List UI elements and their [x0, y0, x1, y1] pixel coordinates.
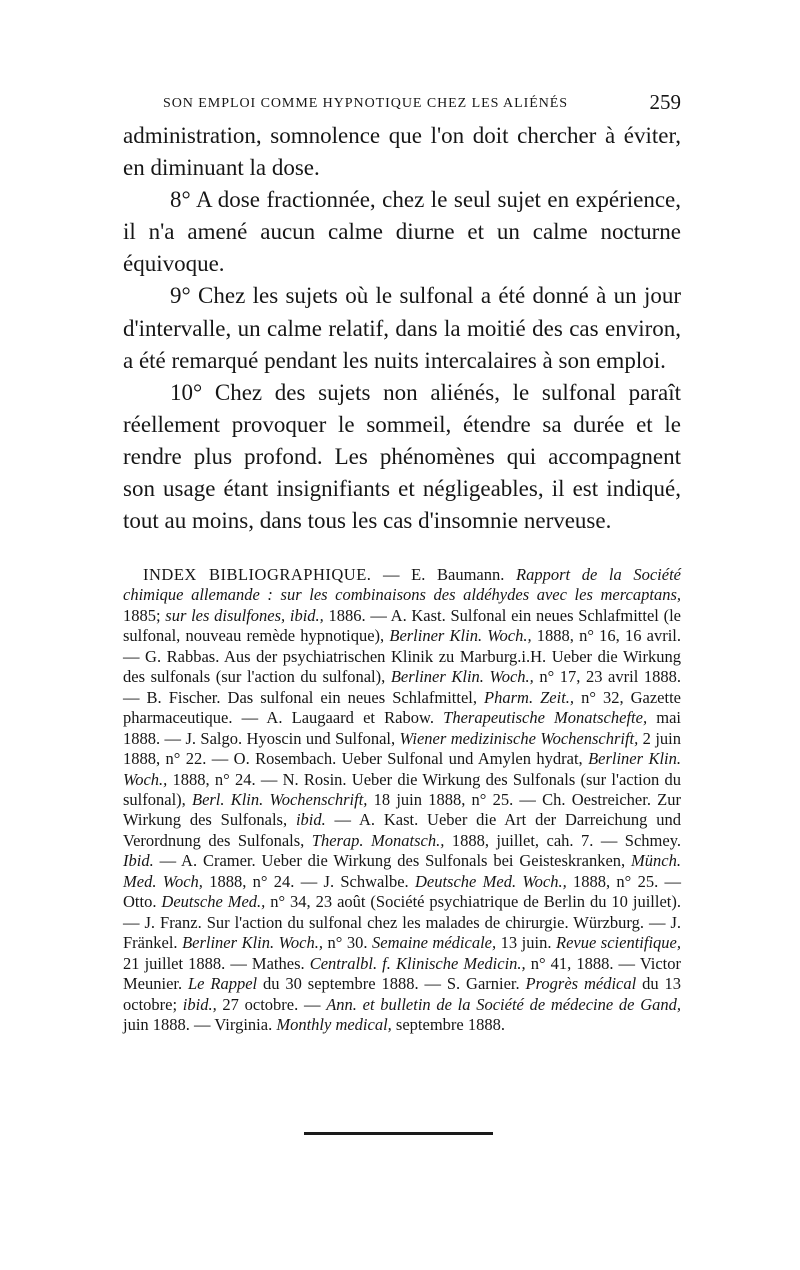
citation-text: 1888, n° 24. — J. Schwalbe.: [202, 871, 415, 891]
citation-title: Deutsche Med.,: [161, 892, 266, 912]
citation-text: 1888, n° 24. — N. Rosin. Ueber die Wirkung des Sulfonals (sur l'action du sulfonal),: [123, 769, 681, 809]
citation-text: 1885;: [123, 605, 166, 625]
bibliography: [123, 565, 681, 1035]
citation-text: 1888, juillet, cah. 7. — Schmey.: [444, 830, 682, 850]
citation-title: Revue scientifique,: [555, 933, 681, 953]
citation-text: mai 1888. — J. Salgo. Hyoscin und Sulfonal,: [123, 708, 681, 748]
page-number: 259: [649, 90, 681, 114]
paragraph-continuation: administration, somnolence que l'on doit chercher à éviter, en diminuant la dose.: [123, 123, 681, 181]
citation-text: 1888, n° 25. — Otto.: [123, 871, 682, 912]
citation-text: 1888, n° 16, 16 avril. — G. Rabbas. Aus der psychiatrischen Klinik zu Marburg.i.H. Ueber die Wirkung des sulfonals (sur l'action du sulfonal),: [123, 626, 682, 687]
citation-text: n° 41, 1888. — Victor Meunier.: [123, 953, 681, 994]
citation-title: Wiener medizinische Wochenschrift,: [399, 728, 639, 748]
citation-title: Münch. Med. Woch,: [123, 851, 681, 891]
citation-title: Centralbl. f. Klinische Medicin.,: [309, 953, 526, 973]
citation-title: Progrès médical: [525, 974, 637, 994]
citation-title: Deutsche Med. Woch.,: [414, 871, 567, 891]
citation-title: Ibid.: [123, 851, 154, 871]
citation-text: 27 octobre. —: [216, 994, 327, 1014]
citation-text: 13 juin.: [496, 933, 556, 953]
citation-text: septembre 1888.: [391, 1014, 505, 1034]
citation-text: n° 32, Gazette pharmaceutique. — A. Laugaard et Rabow.: [123, 687, 681, 728]
citation-text: juin 1888. — Virginia.: [123, 1014, 277, 1034]
running-head: SON EMPLOI COMME HYPNOTIQUE CHEZ LES ALIÉNÉS: [163, 96, 569, 111]
citation-title: Rapport de la Société chimique allemande : sur les combinaisons des aldéhydes avec les mercaptans,: [123, 565, 681, 605]
citation-text: 2 juin 1888, n° 22. — O. Rosembach. Ueber Sulfonal und Amylen hydrat,: [123, 728, 682, 769]
citation-text: du 13 octobre;: [123, 974, 681, 1014]
citation-text: 18 juin 1888, n° 25. — Ch. Oestreicher. Zur Wirkung des Sulfonals,: [123, 789, 681, 830]
citation-text: n° 17, 23 avril 1888. — B. Fischer. Das sulfonal ein neues Schlafmittel,: [123, 667, 681, 707]
citation-text: n° 34, 23 août (Société psychiatrique de Berlin du 10 juillet). — J. Franz. Sur l'action du sulfonal chez les malades de chirurgie. Würzburg. — J. Fränkel.: [123, 892, 681, 953]
citation-title: ibid.: [295, 810, 326, 830]
citation-title: Monthly medical,: [276, 1014, 392, 1034]
bibliography-text: [123, 565, 681, 1035]
citation-title: Berliner Klin. Woch.,: [182, 933, 323, 953]
citation-title: Semaine médicale,: [372, 933, 497, 953]
paragraph-conclusion-9: 9° Chez les sujets où le sulfonal a été donné à un jour d'intervalle, un calme relatif, dans la moitié des cas environ, a été remarqué pendant les nuits intercalaires à son emploi.: [123, 283, 681, 373]
citation-title: Pharm. Zeit.,: [484, 687, 575, 707]
paragraph-conclusion-10: 10° Chez des sujets non aliénés, le sulfonal paraît réellement provoquer le sommeil, étendre sa durée et le rendre plus profond. Les phénomènes qui accompagnent son usage étant insignifiants et négligeables, il est indiqué, tout au moins, dans tous les cas d'insomnie nerveuse.: [123, 379, 681, 534]
paragraph-conclusion-8: 8° A dose fractionnée, chez le seul sujet en expérience, il n'a amené aucun calme diurne et un calme nocturne équivoque.: [123, 187, 681, 277]
citation-text: n° 30.: [322, 933, 372, 953]
citation-text: — A. Kast. Ueber die Art der Darreichung und Verordnung des Sulfonals,: [123, 810, 682, 850]
citation-title: Therap. Monatsch.,: [311, 830, 445, 850]
citation-title: sur les disulfones, ibid.,: [165, 605, 324, 625]
citation-title: Berliner Klin. Woch.,: [123, 749, 681, 789]
citation-text: — A. Cramer. Ueber die Wirkung des Sulfonals bei Geisteskranken,: [153, 851, 632, 871]
citation-title: Therapeutische Monatschefte,: [443, 708, 648, 728]
citation-text: 21 juillet 1888. — Mathes.: [123, 953, 310, 973]
citation-text: du 30 septembre 1888. — S. Garnier.: [257, 974, 526, 994]
citation-title: Ann. et bulletin de la Société de médecine de Gand,: [326, 994, 681, 1014]
end-rule: [304, 1132, 493, 1135]
citation-text: — E. Baumann.: [371, 565, 516, 584]
citation-text: 1886. — A. Kast. Sulfonal ein neues Schlafmittel (le sulfonal, nouveau remède hypnotique),: [123, 605, 681, 646]
citation-title: Le Rappel: [188, 974, 258, 994]
body-text: [123, 120, 681, 537]
citation-title: ibid.,: [182, 994, 217, 1014]
citation-title: Berliner Klin. Woch.,: [389, 626, 532, 646]
citation-title: Berl. Klin. Wochenschrift,: [191, 789, 368, 809]
page-header: [123, 90, 681, 118]
citation-title: Berliner Klin. Woch.,: [390, 667, 534, 687]
bibliography-heading: INDEX BIBLIOGRAPHIQUE.: [143, 565, 372, 584]
